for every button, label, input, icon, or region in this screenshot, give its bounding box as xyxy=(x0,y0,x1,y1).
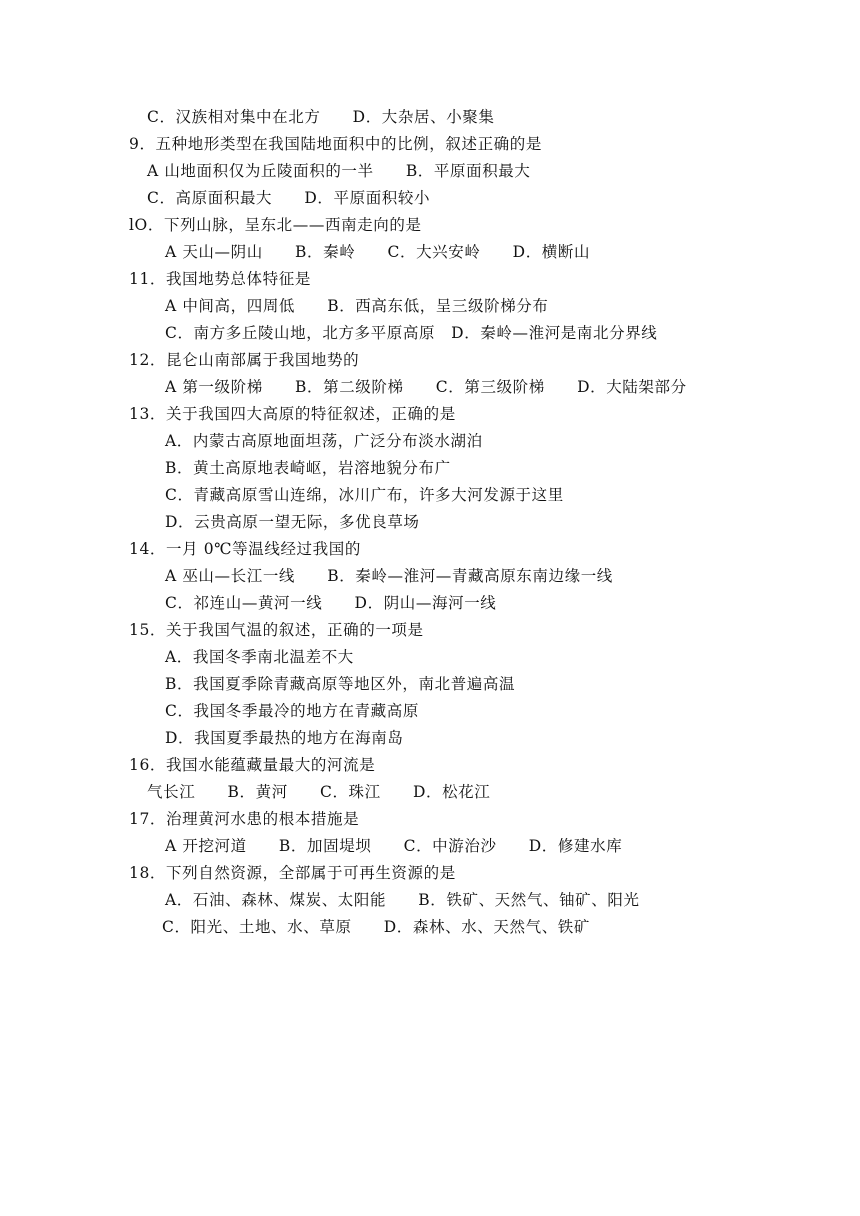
q12-options: A 第一级阶梯 B．第二级阶梯 C．第三级阶梯 D．大陆架部分 xyxy=(165,378,687,396)
q10-stem: lO．下列山脉，呈东北——西南走向的是 xyxy=(129,216,422,234)
q13-option-d: D．云贵高原一望无际，多优良草场 xyxy=(165,513,420,531)
q11-options-cd: C．南方多丘陵山地，北方多平原高原 D．秦岭—淮河是南北分界线 xyxy=(165,324,658,342)
q17-stem: 17．治理黄河水患的根本措施是 xyxy=(129,810,360,828)
q15-option-d: D．我国夏季最热的地方在海南岛 xyxy=(165,729,404,747)
q16-stem: 16．我国水能蕴藏量最大的河流是 xyxy=(129,756,376,774)
q13-option-c: C．青藏高原雪山连绵，冰川广布，许多大河发源于这里 xyxy=(165,486,564,504)
q14-stem: 14．一月 0℃等温线经过我国的 xyxy=(129,540,361,558)
q11-options-ab: A 中间高，四周低 B．西高东低，呈三级阶梯分布 xyxy=(165,297,549,315)
q17-options: A 开挖河道 B．加固堤坝 C．中游治沙 D．修建水库 xyxy=(165,837,623,855)
q15-option-a: A．我国冬季南北温差不大 xyxy=(165,648,354,666)
q8-options-cd: C．汉族相对集中在北方 D．大杂居、小聚集 xyxy=(147,108,495,126)
q12-stem: 12．昆仑山南部属于我国地势的 xyxy=(129,351,360,369)
q13-stem: 13．关于我国四大高原的特征叙述，正确的是 xyxy=(129,405,456,423)
q10-options: A 天山—阴山 B．秦岭 C．大兴安岭 D．横断山 xyxy=(165,243,591,261)
q15-stem: 15．关于我国气温的叙述，正确的一项是 xyxy=(129,621,424,639)
q11-stem: 11．我国地势总体特征是 xyxy=(129,270,311,288)
q15-option-c: C．我国冬季最冷的地方在青藏高原 xyxy=(165,702,419,720)
q16-options: 气长江 B．黄河 C．珠江 D．松花江 xyxy=(147,783,491,801)
q9-stem: 9．五种地形类型在我国陆地面积中的比例，叙述正确的是 xyxy=(129,135,542,153)
q13-option-a: A．内蒙古高原地面坦荡，广泛分布淡水湖泊 xyxy=(165,432,483,450)
q9-options-cd: C．高原面积最大 D．平原面积较小 xyxy=(147,189,431,207)
q13-option-b: B．黄土高原地表崎岖，岩溶地貌分布广 xyxy=(165,459,451,477)
q18-options-cd: C．阳光、土地、水、草原 D．森林、水、天然气、铁矿 xyxy=(162,918,590,936)
q15-option-b: B．我国夏季除青藏高原等地区外，南北普遍高温 xyxy=(165,675,516,693)
q18-stem: 18．下列自然资源，全部属于可再生资源的是 xyxy=(129,864,456,882)
q9-options-ab: A 山地面积仅为丘陵面积的一半 B．平原面积最大 xyxy=(147,162,531,180)
q14-options-ab: A 巫山—长江一线 B．秦岭—淮河—青藏高原东南边缘一线 xyxy=(165,567,613,585)
q14-options-cd: C．祁连山—黄河一线 D．阴山—海河一线 xyxy=(165,594,497,612)
q18-options-ab: A．石油、森林、煤炭、太阳能 B．铁矿、天然气、铀矿、阳光 xyxy=(165,891,640,909)
